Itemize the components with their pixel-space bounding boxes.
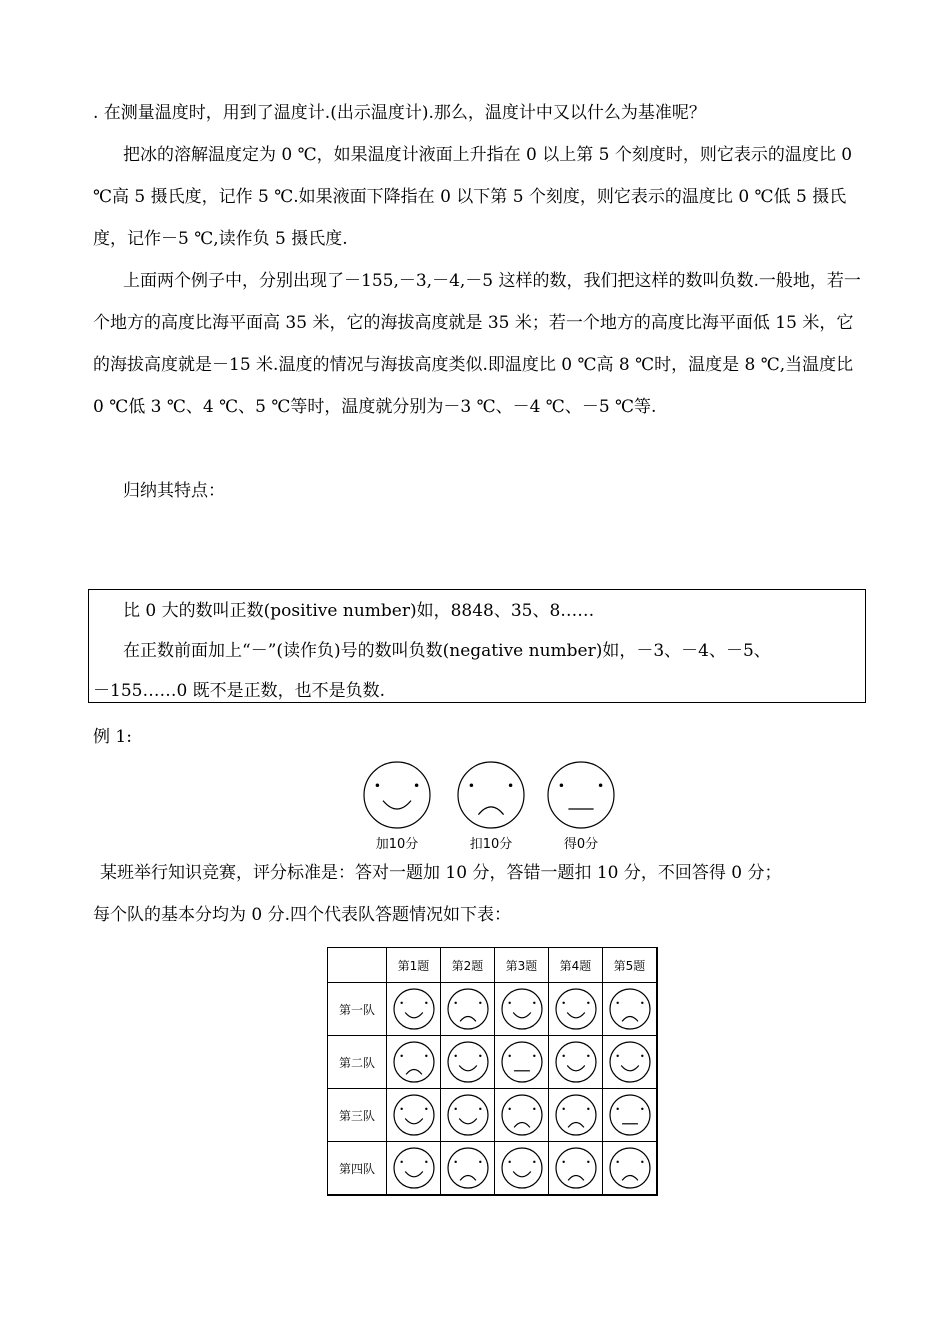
paragraph-3: 上面两个例子中，分别出现了－155,－3,－4,－5 这样的数，我们把这样的数叫负数.一般地，若一个地方的高度比海平面高 35 米，它的海拔高度就是 35 米；若一个地方的高度比海平面低 15 米，它的海拔高度就是－15 米.温度的情况与海拔高度类似.即温度比 0 ℃高 8 ℃时，温度是 8 ℃,当温度比 0 ℃低 3 ℃、4 ℃、5 ℃等时，温度就分别为－3 ℃、－4 ℃、－5 ℃等. [93,271,861,417]
smile-face-icon [495,1142,549,1196]
smile-face-icon [603,1036,658,1089]
definition-zero: －155……0 既不是正数，也不是负数. [93,681,386,701]
column-header: 第4题 [549,948,603,983]
smile-face-icon [441,1089,495,1142]
team-label: 第四队 [328,1142,387,1196]
definition-box [88,589,866,703]
table-corner [328,948,387,983]
smile-face-icon [387,1142,441,1196]
frown-face-icon [603,1142,658,1196]
legend-frown [451,760,531,852]
team-label: 第二队 [328,1036,387,1089]
definition-negative: 在正数前面加上“－”(读作负)号的数叫负数(negative number)如，－3、－4、－5、 [123,641,771,661]
legend-caption: 扣10分 [469,837,513,852]
legend-caption: 加10分 [375,837,419,852]
smile-face-icon [387,983,441,1036]
table-row [328,1036,658,1089]
frown-face-icon [549,1089,603,1142]
neutral-face-icon [541,760,621,830]
smile-face-icon [495,983,549,1036]
legend-smile [357,760,437,852]
score-table [327,947,658,1196]
frown-face-icon [603,983,658,1036]
frown-face-icon [387,1036,441,1089]
table-row [328,1142,658,1196]
legend-caption: 得0分 [563,837,599,852]
paragraph-1: . 在测量温度时，用到了温度计.(出示温度计).那么，温度计中又以什么为基准呢？ [93,103,706,123]
smile-face-icon [549,1036,603,1089]
paragraph-4: 归纳其特点： [123,481,225,501]
column-header: 第2题 [441,948,495,983]
column-header: 第3题 [495,948,549,983]
smile-face-icon [357,760,437,830]
column-header: 第1题 [387,948,441,983]
paragraph-2: 把冰的溶解温度定为 0 ℃，如果温度计液面上升指在 0 以上第 5 个刻度时，则它表示的温度比 0 ℃高 5 摄氏度，记作 5 ℃.如果液面下降指在 0 以下第 5 个刻度，则它表示的温度比 0 ℃低 5 摄氏度，记作－5 ℃,读作负 5 摄氏度. [93,145,853,249]
team-label: 第一队 [328,983,387,1036]
frown-face-icon [441,1142,495,1196]
smile-face-icon [387,1089,441,1142]
frown-face-icon [549,1142,603,1196]
table-row [328,983,658,1036]
neutral-face-icon [603,1089,658,1142]
face-legend [0,760,950,860]
definition-positive: 比 0 大的数叫正数(positive number)如，8848、35、8…… [123,601,595,621]
legend-neutral [541,760,621,852]
example-label: 例 1: [93,727,132,747]
column-header: 第5题 [603,948,658,983]
table-header-row [328,948,658,983]
smile-face-icon [441,1036,495,1089]
example-text-2: 每个队的基本分均为 0 分.四个代表队答题情况如下表： [93,905,512,925]
team-label: 第三队 [328,1089,387,1142]
table-row [328,1089,658,1142]
smile-face-icon [549,983,603,1036]
frown-face-icon [441,983,495,1036]
neutral-face-icon [495,1036,549,1089]
example-text-1: 某班举行知识竞赛，评分标准是：答对一题加 10 分，答错一题扣 10 分，不回答得 0 分； [100,863,782,883]
frown-face-icon [451,760,531,830]
frown-face-icon [495,1089,549,1142]
